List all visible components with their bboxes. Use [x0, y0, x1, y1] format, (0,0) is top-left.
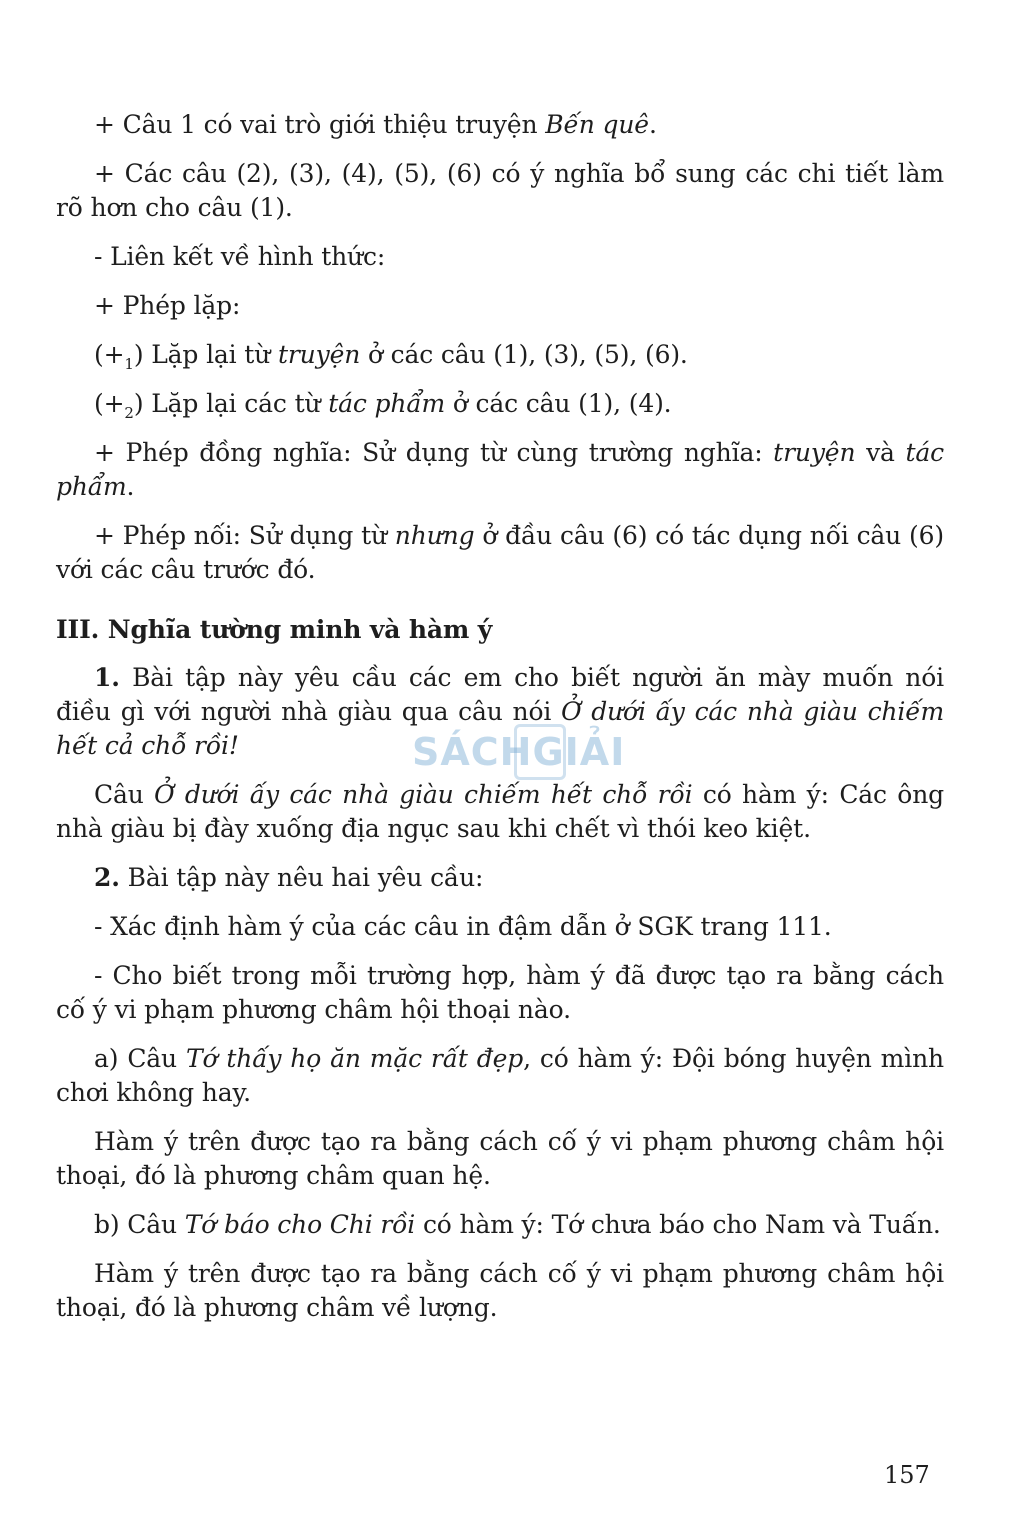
paragraph-sentences-meaning: + Các câu (2), (3), (4), (5), (6) có ý nghĩa bổ sung các chi tiết làm rõ hơn cho câu (1).: [56, 159, 944, 222]
paragraph-form-linking: - Liên kết về hình thức:: [94, 242, 386, 271]
exercise-2-requirement-2: - Cho biết trong mỗi trường hợp, hàm ý đã được tạo ra bằng cách cố ý vi phạm phương châm hội thoại nào.: [56, 961, 944, 1024]
story-title: Bến quê: [545, 110, 649, 139]
paragraph-repetition-2: $(+_2)$ Lặp lại các từ tác phẩm ở các câu (1), (4).: [94, 389, 672, 422]
section-heading: III. Nghĩa tường minh và hàm ý: [56, 615, 493, 644]
page-body: [56, 108, 944, 1340]
paragraph-conjunction: + Phép nối: Sử dụng từ nhưng ở đầu câu (6) có tác dụng nối câu (6) với các câu trước đó.: [56, 521, 944, 584]
quoted-sentence: Ở dưới ấy các nhà giàu chiếm hết cả chỗ rồi!: [56, 697, 944, 760]
watermark-brand: SÁCHGIẢI: [412, 730, 626, 774]
exercise-1-answer: Câu Ở dưới ấy các nhà giàu chiếm hết chỗ rồi có hàm ý: Các ông nhà giàu bị đày xuống địa ngục sau khi chết vì thói keo kiệt.: [56, 780, 944, 843]
exercise-2-answer-b: b) Câu Tớ báo cho Chi rồi có hàm ý: Tớ chưa báo cho Nam và Tuấn.: [94, 1210, 941, 1239]
page-number: 157: [884, 1461, 930, 1489]
paragraph-synonymy: + Phép đồng nghĩa: Sử dụng từ cùng trường nghĩa: truyện và tác phẩm.: [56, 438, 945, 501]
paragraph-intro-role: + Câu 1 có vai trò giới thiệu truyện Bến quê.: [94, 110, 657, 139]
exercise-1: 1. Bài tập này yêu cầu các em cho biết người ăn mày muốn nói điều gì với người nhà giàu qua câu nói Ở dưới ấy các nhà giàu chiếm hết cả chỗ rồi!: [56, 663, 944, 760]
exercise-2-requirement-1: - Xác định hàm ý của các câu in đậm dẫn ở SGK trang 111.: [94, 912, 832, 941]
exercise-2-explanation-a: Hàm ý trên được tạo ra bằng cách cố ý vi phạm phương châm hội thoại, đó là phương châm quan hệ.: [56, 1127, 944, 1190]
paragraph-repetition-1: $(+_1)$ Lặp lại từ truyện ở các câu (1), (3), (5), (6).: [94, 340, 688, 373]
paragraph-repetition: + Phép lặp:: [94, 291, 241, 320]
exercise-2-explanation-b: Hàm ý trên được tạo ra bằng cách cố ý vi phạm phương châm hội thoại, đó là phương châm về lượng.: [56, 1259, 944, 1322]
exercise-2: 2. Bài tập này nêu hai yêu cầu:: [94, 863, 484, 892]
exercise-2-answer-a: a) Câu Tớ thấy họ ăn mặc rất đẹp, có hàm ý: Đội bóng huyện mình chơi không hay.: [56, 1044, 944, 1107]
